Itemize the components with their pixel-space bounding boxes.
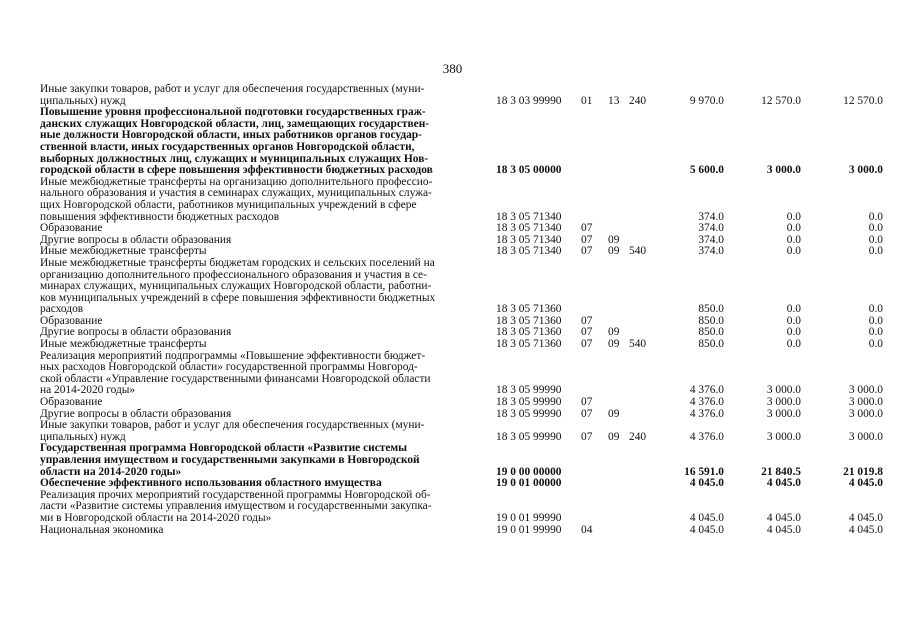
amount-year-3: 0.0: [868, 210, 883, 223]
amount-year-1: 16 591.0: [684, 465, 724, 478]
table-row: [0, 490, 905, 525]
amount-year-3: 0.0: [868, 326, 883, 339]
amount-year-3: 4 045.0: [848, 523, 883, 536]
amount-year-1: 4 376.0: [689, 384, 724, 397]
amount-year-3: 0.0: [868, 338, 883, 351]
amount-year-3: 0.0: [868, 233, 883, 246]
section-code: 04: [581, 523, 593, 536]
row-name: Образование: [40, 314, 103, 327]
table-row: [0, 84, 905, 107]
row-name: Другие вопросы в области образования: [40, 233, 232, 246]
row-name: Государственная программа Новгородской области «Развитие системы управления имуществом и государственными закупками в Новгородской области на 2014-2020 годы»: [40, 442, 420, 478]
amount-year-2: 0.0: [786, 222, 801, 235]
amount-year-1: 850.0: [698, 303, 724, 316]
amount-year-1: 4 045.0: [689, 477, 724, 490]
amount-year-2: 3 000.0: [766, 384, 801, 397]
table-row: [0, 223, 905, 235]
section-code: 07: [581, 407, 593, 420]
amount-year-3: 3 000.0: [848, 396, 883, 409]
row-name: Реализация прочих мероприятий государственной программы Новгородской об- ласти «Развитие системы управления имуществом и государственными закупка- ми в Новгородской области на 2014-2020 годы»: [40, 488, 432, 524]
amount-year-3: 0.0: [868, 314, 883, 327]
amount-year-2: 4 045.0: [766, 523, 801, 536]
section-code: 07: [581, 338, 593, 351]
target-article-code: 18 3 05 71360: [496, 326, 562, 339]
amount-year-3: 4 045.0: [848, 511, 883, 524]
section-code: 07: [581, 314, 593, 327]
target-article-code: 18 3 05 71360: [496, 338, 562, 351]
section-code: 07: [581, 326, 593, 339]
amount-year-3: 3 000.0: [848, 164, 883, 177]
subsection-code: 09: [608, 326, 620, 339]
amount-year-3: 4 045.0: [848, 477, 883, 490]
amount-year-2: 0.0: [786, 326, 801, 339]
amount-year-3: 0.0: [868, 245, 883, 258]
table-row: [0, 420, 905, 443]
amount-year-1: 374.0: [698, 233, 724, 246]
subsection-code: 09: [608, 338, 620, 351]
amount-year-2: 3 000.0: [766, 430, 801, 443]
target-article-code: 19 0 01 00000: [496, 477, 562, 490]
amount-year-2: 3 000.0: [766, 396, 801, 409]
target-article-code: 18 3 05 99990: [496, 430, 562, 443]
row-name: Иные закупки товаров, работ и услуг для обеспечения государственных (муни- ципальных) нужд: [40, 419, 425, 443]
subsection-code: 09: [608, 245, 620, 258]
amount-year-3: 21 019.8: [843, 465, 883, 478]
amount-year-2: 0.0: [786, 233, 801, 246]
target-article-code: 19 0 01 99990: [496, 523, 562, 536]
amount-year-1: 4 376.0: [689, 396, 724, 409]
target-article-code: 18 3 05 00000: [496, 164, 562, 177]
target-article-code: 18 3 05 71360: [496, 314, 562, 327]
amount-year-2: 0.0: [786, 314, 801, 327]
subsection-code: 09: [608, 407, 620, 420]
row-name: Образование: [40, 222, 103, 235]
section-code: 07: [581, 222, 593, 235]
target-article-code: 18 3 05 71340: [496, 210, 562, 223]
amount-year-2: 4 045.0: [766, 477, 801, 490]
row-name: Повышение уровня профессиональной подготовки государственных граж- данских служащих Новгородской области, лиц, замещающих государствен- ные должности Новгородской области, иных работников органов государ- ственной власти, иных государственных органов Новгородской области, выборных должностных лиц, служащих и муниципальных служащих Нов- городской области в сфере повышения эффективности бюджетных расходов: [40, 106, 433, 177]
table-row: [0, 351, 905, 397]
amount-year-3: 3 000.0: [848, 384, 883, 397]
amount-year-3: 0.0: [868, 222, 883, 235]
expense-type-code: 540: [629, 338, 647, 351]
section-code: 01: [581, 94, 593, 107]
amount-year-2: 0.0: [786, 338, 801, 351]
amount-year-3: 3 000.0: [848, 407, 883, 420]
subsection-code: 09: [608, 233, 620, 246]
target-article-code: 18 3 05 71360: [496, 303, 562, 316]
expense-type-code: 540: [629, 245, 647, 258]
amount-year-1: 850.0: [698, 314, 724, 327]
subsection-code: 09: [608, 430, 620, 443]
row-name: Другие вопросы в области образования: [40, 407, 232, 420]
target-article-code: 18 3 05 71340: [496, 233, 562, 246]
amount-year-1: 4 376.0: [689, 407, 724, 420]
amount-year-2: 3 000.0: [766, 407, 801, 420]
amount-year-3: 0.0: [868, 303, 883, 316]
page-number: 380: [442, 61, 463, 76]
row-name: Другие вопросы в области образования: [40, 326, 232, 339]
table-row: [0, 258, 905, 316]
table-row: [0, 397, 905, 409]
section-code: 07: [581, 396, 593, 409]
amount-year-1: 850.0: [698, 338, 724, 351]
amount-year-1: 850.0: [698, 326, 724, 339]
section-code: 07: [581, 430, 593, 443]
amount-year-1: 4 045.0: [689, 511, 724, 524]
target-article-code: 19 0 00 00000: [496, 465, 562, 478]
row-name: Иные межбюджетные трансферты: [40, 338, 207, 351]
amount-year-2: 12 570.0: [761, 94, 801, 107]
table-row: [0, 443, 905, 478]
amount-year-2: 4 045.0: [766, 511, 801, 524]
row-name: Иные межбюджетные трансферты бюджетам городских и сельских поселений на организацию дополнительного профессионального образования и участия в се- минарах служащих, муниципальных служащих Новгородской области, работни- ков муниципальных учреждений в сфере повышения эффективности бюджетных расходов: [40, 256, 436, 316]
subsection-code: 13: [608, 94, 620, 107]
target-article-code: 18 3 03 99990: [496, 94, 562, 107]
amount-year-1: 374.0: [698, 245, 724, 258]
section-code: 07: [581, 245, 593, 258]
amount-year-2: 0.0: [786, 210, 801, 223]
amount-year-2: 0.0: [786, 245, 801, 258]
target-article-code: 18 3 05 71340: [496, 245, 562, 258]
row-name: Образование: [40, 396, 103, 409]
row-name: Иные закупки товаров, работ и услуг для обеспечения государственных (муни- ципальных) нужд: [40, 83, 425, 107]
target-article-code: 18 3 05 99990: [496, 384, 562, 397]
table-row: [0, 339, 905, 351]
amount-year-1: 9 970.0: [689, 94, 724, 107]
amount-year-2: 21 840.5: [761, 465, 801, 478]
table-row: [0, 177, 905, 223]
row-name: Обеспечение эффективного использования областного имущества: [40, 477, 382, 490]
budget-table: [0, 84, 905, 536]
row-name: Иные межбюджетные трансферты на организацию дополнительного профессио- нального образования и участия в семинарах служащих, муниципальных служа- щих Новгородской области, работников муниципальных учреждений в сфере повышения эффективности бюджетных расходов: [40, 175, 433, 223]
amount-year-1: 4 045.0: [689, 523, 724, 536]
section-code: 07: [581, 233, 593, 246]
amount-year-3: 3 000.0: [848, 430, 883, 443]
amount-year-1: 4 376.0: [689, 430, 724, 443]
amount-year-2: 0.0: [786, 303, 801, 316]
row-name: Реализация мероприятий подпрограммы «Повышение эффективности бюджет- ных расходов Новгородской области» государственной программы Новгород- ской области «Управление государственными финансами Новгородской области на 2014-2020 годы»: [40, 349, 431, 397]
table-row: [0, 107, 905, 177]
target-article-code: 19 0 01 99990: [496, 511, 562, 524]
amount-year-3: 12 570.0: [843, 94, 883, 107]
amount-year-1: 374.0: [698, 210, 724, 223]
target-article-code: 18 3 05 71340: [496, 222, 562, 235]
expense-type-code: 240: [629, 94, 647, 107]
amount-year-2: 3 000.0: [766, 164, 801, 177]
target-article-code: 18 3 05 99990: [496, 396, 562, 409]
amount-year-1: 374.0: [698, 222, 724, 235]
row-name: Национальная экономика: [40, 523, 164, 536]
amount-year-1: 5 600.0: [689, 164, 724, 177]
table-row: [0, 525, 905, 537]
row-name: Иные межбюджетные трансферты: [40, 245, 207, 258]
target-article-code: 18 3 05 99990: [496, 407, 562, 420]
expense-type-code: 240: [629, 430, 647, 443]
